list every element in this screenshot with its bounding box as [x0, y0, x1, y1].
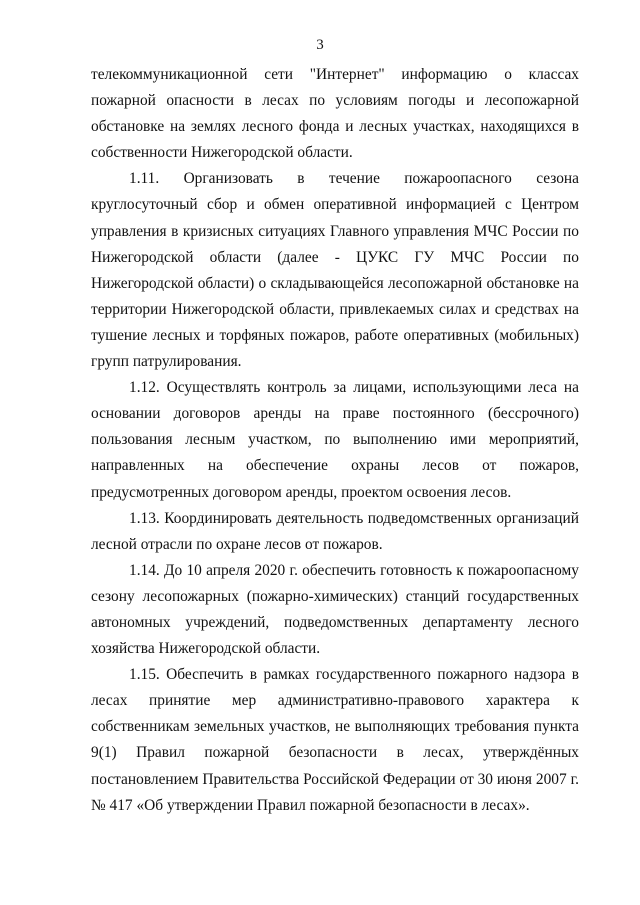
- paragraph-1-13: 1.13. Координировать деятельность подведомственных организаций лесной отрасли по охране лесов от пожаров.: [91, 509, 579, 553]
- paragraph-1-14: 1.14. До 10 апреля 2020 г. обеспечить готовность к пожароопасному сезону лесопожарных (пожарно-химических) станций государственных автономных учреждений, подведомственных департаменту лесного хозяйства Нижегородской области.: [91, 561, 579, 658]
- paragraph-1-11: 1.11. Организовать в течение пожароопасного сезона круглосуточный сбор и обмен оперативной информацией с Центром управления в кризисных ситуациях Главного управления МЧС России по Нижегородской области (далее - ЦУКС ГУ МЧС России по Нижегородской области) о складывающейся лесопожарной обстановке на территории Нижегородской области, привлекаемых силах и средствах на тушение лесных и торфяных пожаров, работе оперативных (мобильных) групп патрулирования.: [91, 170, 579, 371]
- paragraph-1-15: 1.15. Обеспечить в рамках государственного пожарного надзора в лесах принятие мер административно-правового характера к собственникам земельных участков, не выполняющих требования пункта 9(1) Правил пожарной безопасности в лесах, утверждённых постановлением Правительства Российской Федерации от 30 июня 2007 г. № 417 «Об утверждении Правил пожарной безопасности в лесах».: [91, 666, 579, 814]
- page-number: 3: [316, 37, 324, 53]
- paragraph-continuation: телекоммуникационной сети "Интернет" информацию о классах пожарной опасности в лесах по условиям погоды и лесопожарной обстановке на землях лесного фонда и лесных участках, находящихся в собственности Нижегородской области.: [91, 66, 579, 162]
- paragraph-1-12: 1.12. Осуществлять контроль за лицами, использующими леса на основании договоров аренды на праве постоянного (бессрочного) пользования лесным участком, по выполнению ими мероприятий, направленных на обеспечение охраны лесов от пожаров, предусмотренных договором аренды, проектом освоения лесов.: [91, 379, 579, 501]
- document-body: [91, 62, 579, 819]
